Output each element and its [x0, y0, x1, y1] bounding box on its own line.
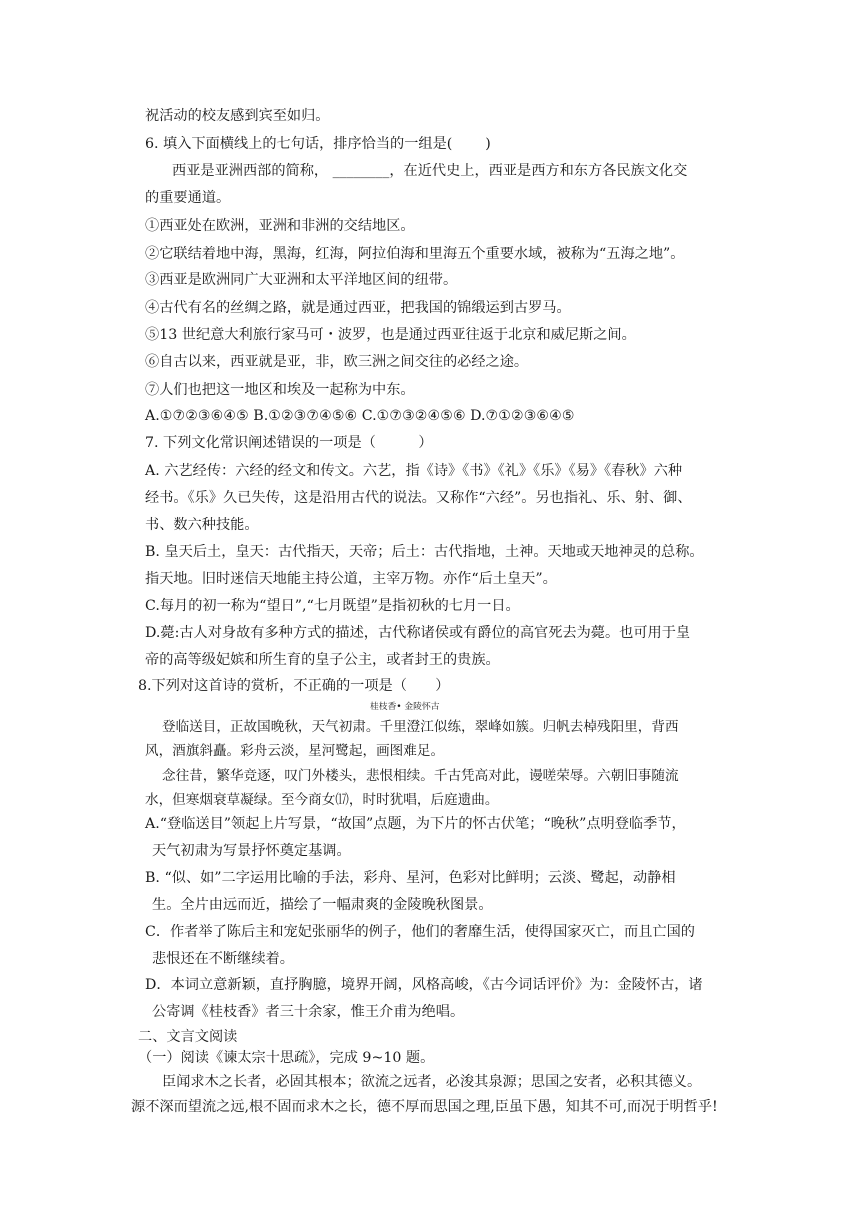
- poem-line: 念往昔，繁华竞逐，叹门外楼头，悲恨相续。千古凭高对此，谩嗟荣辱。六朝旧事随流: [162, 768, 679, 784]
- poem-line: 风，酒旗斜矗。彩舟云淡，星河鹭起，画图难足。: [145, 743, 445, 759]
- poem-line: 水，但寒烟衰草凝绿。至今商女⒄，时时犹唱，后庭遗曲。: [145, 792, 499, 808]
- classical-text: 源不深而望流之远,根不固而求木之长，德不厚而思国之理,臣虽下愚，知其不可,而况于明哲乎!: [131, 1099, 718, 1115]
- sentence-1: ①西亚处在欧洲，亚洲和非洲的交结地区。: [145, 218, 415, 234]
- question-7: 7. 下列文化常识阐述错误的一项是（ ）: [145, 435, 433, 451]
- q8-option-c: C．作者举了陈后主和宠妃张丽华的例子，他们的奢靡生活，使得国家灭亡，而且亡国的: [145, 924, 695, 940]
- q8-option-a-cont: 天气初肃为写景抒怀奠定基调。: [152, 843, 351, 859]
- question-6-passage: 西亚是亚洲西部的简称， ________，在近代史上，西亚是西方和东方各民族文化交: [172, 163, 688, 179]
- sentence-2: ②它联结着地中海，黑海，红海，阿拉伯海和里海五个重要水域，被称为“五海之地”。: [145, 246, 685, 262]
- option-d-cont: 帝的高等级妃嫔和所生育的皇子公主，或者封王的贵族。: [145, 652, 500, 668]
- q8-option-b-cont: 生。全片由远而近，描绘了一幅肃爽的金陵晚秋图景。: [152, 897, 493, 913]
- question-6: 6. 填入下面横线上的七句话，排序恰当的一组是( ): [145, 136, 491, 152]
- q8-option-d: D．本词立意新颖，直抒胸臆，境界开阔，风格高峻，《古今词话评价》为：金陵怀古，诸: [145, 977, 703, 993]
- question-6-options: A.①⑦②③⑥④⑤ B.①②③⑦④⑤⑥ C.①⑦③②④⑤⑥ D.⑦①②③⑥④⑤: [145, 408, 575, 424]
- q8-option-d-cont: 公寄调《桂枝香》者三十余家，惟王介甫为绝唱。: [152, 1004, 465, 1020]
- option-d: D.薨:古人对身故有多种方式的描述，古代称诸侯或有爵位的高官死去为薨。也可用于皇: [145, 625, 691, 641]
- option-b: B. 皇天后土，皇天：古代指天，天帝；后土：古代指地，土神。天地或天地神灵的总称。: [145, 544, 704, 560]
- question-6-passage: 的重要通道。: [145, 190, 231, 206]
- q8-option-a: A.“登临送目”领起上片写景，“故国”点题，为下片的怀古伏笔；“晚秋”点明登临季节，: [145, 816, 686, 832]
- option-c: C.每月的初一称为“望日”,“七月既望”是指初秋的七月一日。: [145, 598, 520, 614]
- poem-title: 桂枝香• 金陵怀古: [370, 702, 440, 712]
- sentence-6: ⑥自古以来，西亚就是亚，非，欧三洲之间交往的必经之途。: [145, 354, 529, 370]
- text-line: 祝活动的校友感到宾至如归。: [145, 108, 330, 124]
- option-a-cont: 经书。《乐》久已失传，这是沿用古代的说法。又称作“六经”。另也指礼、乐、射、御、: [145, 490, 692, 506]
- option-a-cont: 书、数六种技能。: [145, 517, 259, 533]
- subsection-heading: （一）阅读《谏太宗十思疏》，完成 9~10 题。: [138, 1050, 435, 1066]
- option-b-cont: 指天地。旧时迷信天地能主持公道，主宰万物。亦作“后土皇天”。: [145, 571, 557, 587]
- poem-line: 登临送目，正故国晚秋，天气初肃。千里澄江似练，翠峰如簇。归帆去棹残阳里，背西: [162, 719, 679, 735]
- sentence-4: ④古代有名的丝绸之路，就是通过西亚，把我国的锦缎运到古罗马。: [145, 300, 571, 316]
- q8-option-c-cont: 悲恨还在不断继续着。: [152, 951, 294, 967]
- q8-option-b: B. “似、如”二字运用比喻的手法，彩舟、星河，色彩对比鲜明；云淡、鹭起，动静相: [145, 870, 676, 886]
- classical-text: 臣闻求木之长者，必固其根本；欲流之远者，必浚其泉源；思国之安者，必积其德义。: [162, 1074, 702, 1090]
- sentence-5: ⑤13 世纪意大利旅行家马可・波罗，也是通过西亚往返于北京和威尼斯之间。: [145, 327, 636, 343]
- sentence-7: ⑦人们也把这一地区和埃及一起称为中东。: [145, 382, 415, 398]
- option-a: A. 六艺经传：六经的经文和传文。六艺，指《诗》《书》《礼》《乐》《易》《春秋》六种: [145, 463, 683, 479]
- sentence-3: ③西亚是欧洲同广大亚洲和太平洋地区间的纽带。: [145, 272, 458, 288]
- question-8: 8.下列对这首诗的赏析，不正确的一项是（ ）: [138, 678, 450, 694]
- section-heading: 二、文言文阅读: [138, 1029, 238, 1045]
